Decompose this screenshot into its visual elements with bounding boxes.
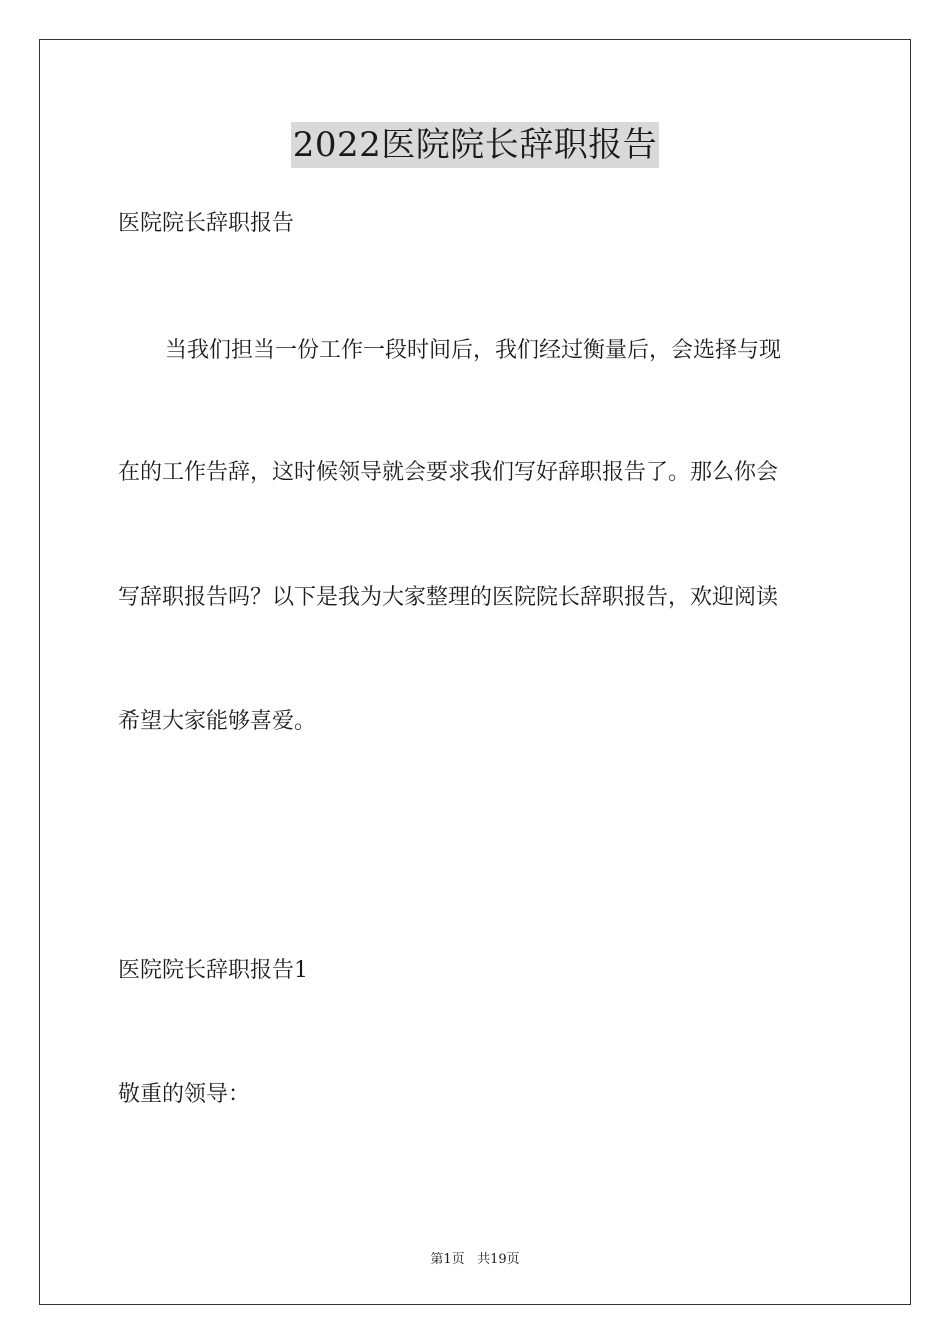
document-title: 2022医院院长辞职报告	[291, 122, 660, 168]
section-heading: 医院院长辞职报告1	[118, 958, 308, 983]
intro-paragraph-line: 希望大家能够喜爱。	[118, 709, 317, 734]
document-subtitle: 医院院长辞职报告	[118, 211, 295, 236]
title-container	[0, 122, 950, 168]
salutation: 敬重的领导：	[118, 1082, 251, 1107]
page-total: 共19页	[477, 1252, 520, 1267]
intro-paragraph-line: 写辞职报告吗？以下是我为大家整理的医院院长辞职报告，欢迎阅读	[118, 585, 779, 610]
intro-paragraph-line: 当我们担当一份工作一段时间后，我们经过衡量后，会选择与现	[165, 338, 782, 363]
intro-paragraph-line: 在的工作告辞，这时候领导就会要求我们写好辞职报告了。那么你会	[118, 460, 779, 485]
page-footer	[0, 1248, 950, 1267]
page-number: 第1页	[430, 1252, 465, 1267]
